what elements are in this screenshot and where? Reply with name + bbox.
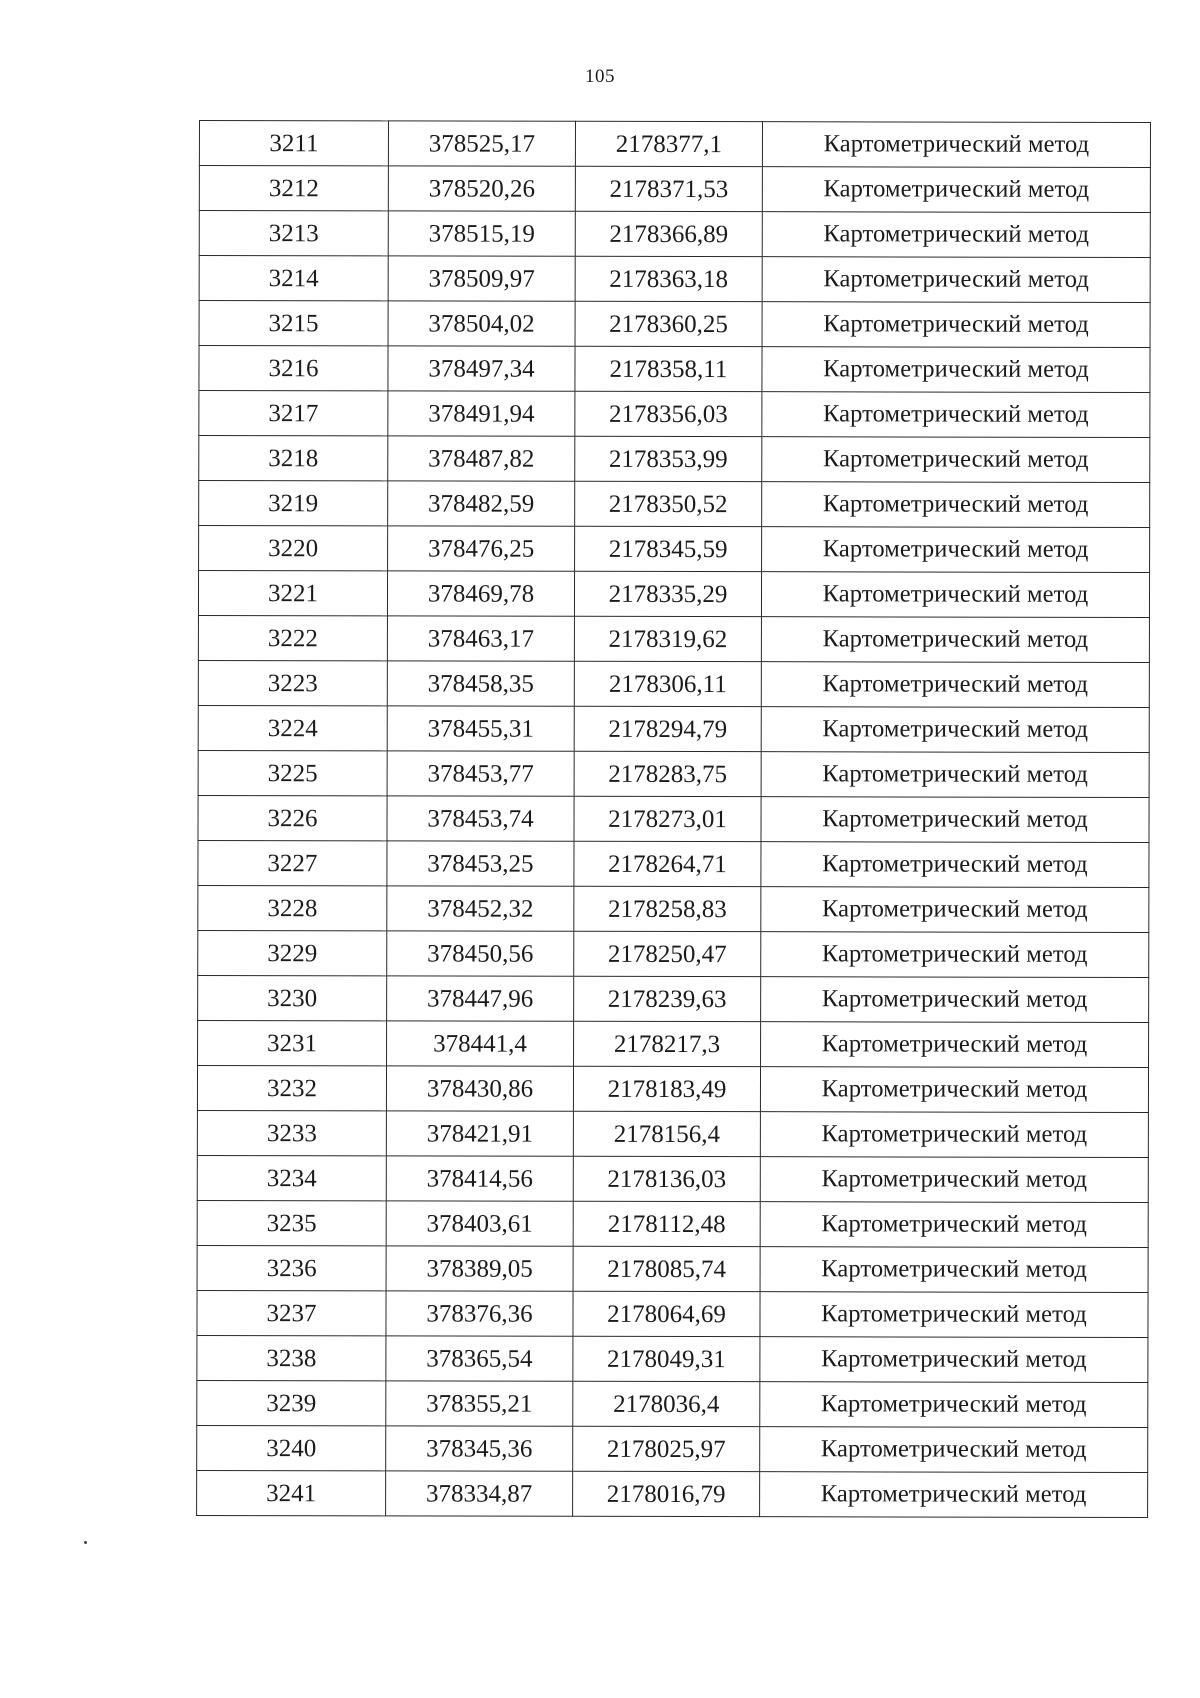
method-cell: Картометрический метод [762, 167, 1150, 213]
y-coordinate-cell: 2178350,52 [575, 481, 762, 526]
y-coordinate-cell: 2178239,63 [574, 976, 761, 1021]
point-number-cell: 3230 [198, 975, 387, 1020]
method-cell: Картометрический метод [760, 1337, 1148, 1383]
x-coordinate-cell: 378482,59 [388, 481, 575, 526]
y-coordinate-cell: 2178306,11 [574, 661, 761, 706]
y-coordinate-cell: 2178250,47 [574, 931, 761, 976]
method-cell: Картометрический метод [760, 1247, 1148, 1293]
table-row [197, 1335, 1148, 1382]
y-coordinate-cell: 2178273,01 [574, 796, 761, 841]
x-coordinate-cell: 378455,31 [387, 706, 574, 751]
table-row [199, 391, 1150, 438]
table-row [199, 211, 1150, 258]
x-coordinate-cell: 378487,82 [388, 436, 575, 481]
x-coordinate-cell: 378334,87 [386, 1471, 573, 1516]
scan-speck [84, 1541, 87, 1544]
method-cell: Картометрический метод [762, 392, 1150, 438]
coordinates-table [196, 120, 1151, 1518]
point-number-cell: 3240 [197, 1425, 386, 1470]
method-cell: Картометрический метод [760, 1067, 1148, 1113]
y-coordinate-cell: 2178358,11 [575, 346, 762, 391]
y-coordinate-cell: 2178217,3 [574, 1021, 761, 1066]
method-cell: Картометрический метод [761, 842, 1149, 888]
table-row [199, 256, 1150, 303]
table-row [199, 346, 1150, 393]
table-row [197, 1245, 1148, 1292]
table-row [198, 930, 1149, 977]
table-row [197, 1470, 1148, 1517]
table-row [197, 1290, 1148, 1337]
y-coordinate-cell: 2178363,18 [575, 256, 762, 301]
y-coordinate-cell: 2178264,71 [574, 841, 761, 886]
x-coordinate-cell: 378452,32 [387, 886, 574, 931]
y-coordinate-cell: 2178356,03 [575, 391, 762, 436]
y-coordinate-cell: 2178016,79 [573, 1471, 760, 1516]
point-number-cell: 3232 [197, 1065, 386, 1110]
point-number-cell: 3228 [198, 885, 387, 930]
point-number-cell: 3225 [198, 750, 387, 795]
y-coordinate-cell: 2178136,03 [573, 1156, 760, 1201]
point-number-cell: 3223 [198, 660, 387, 705]
y-coordinate-cell: 2178377,1 [575, 121, 762, 166]
method-cell: Картометрический метод [761, 932, 1149, 978]
y-coordinate-cell: 2178371,53 [575, 166, 762, 211]
x-coordinate-cell: 378463,17 [387, 616, 574, 661]
point-number-cell: 3239 [197, 1380, 386, 1425]
method-cell: Картометрический метод [761, 977, 1149, 1023]
y-coordinate-cell: 2178283,75 [574, 751, 761, 796]
y-coordinate-cell: 2178335,29 [574, 571, 761, 616]
table-row [198, 1020, 1149, 1067]
table-row [197, 1065, 1148, 1112]
x-coordinate-cell: 378469,78 [387, 571, 574, 616]
y-coordinate-cell: 2178319,62 [574, 616, 761, 661]
x-coordinate-cell: 378403,61 [386, 1201, 573, 1246]
method-cell: Картометрический метод [761, 572, 1149, 618]
x-coordinate-cell: 378345,36 [386, 1426, 573, 1471]
method-cell: Картометрический метод [761, 617, 1149, 663]
x-coordinate-cell: 378430,86 [386, 1066, 573, 1111]
point-number-cell: 3234 [197, 1155, 386, 1200]
table-row [198, 705, 1149, 752]
point-number-cell: 3237 [197, 1290, 386, 1335]
point-number-cell: 3238 [197, 1335, 386, 1380]
y-coordinate-cell: 2178112,48 [573, 1201, 760, 1246]
method-cell: Картометрический метод [762, 257, 1150, 303]
method-cell: Картометрический метод [760, 1202, 1148, 1248]
x-coordinate-cell: 378476,25 [388, 526, 575, 571]
table-row [197, 1380, 1148, 1427]
x-coordinate-cell: 378515,19 [388, 211, 575, 256]
y-coordinate-cell: 2178183,49 [573, 1066, 760, 1111]
point-number-cell: 3214 [199, 256, 388, 301]
table-row [197, 1110, 1148, 1157]
table-row [198, 660, 1149, 707]
table-row [199, 526, 1150, 573]
x-coordinate-cell: 378504,02 [388, 301, 575, 346]
x-coordinate-cell: 378376,36 [386, 1291, 573, 1336]
x-coordinate-cell: 378450,56 [387, 931, 574, 976]
table-row [198, 885, 1149, 932]
point-number-cell: 3229 [198, 930, 387, 975]
x-coordinate-cell: 378525,17 [388, 121, 575, 166]
method-cell: Картометрический метод [762, 482, 1150, 528]
point-number-cell: 3227 [198, 840, 387, 885]
table-row [199, 481, 1150, 528]
y-coordinate-cell: 2178294,79 [574, 706, 761, 751]
method-cell: Картометрический метод [761, 1022, 1149, 1068]
point-number-cell: 3222 [198, 615, 387, 660]
method-cell: Картометрический метод [762, 302, 1150, 348]
point-number-cell: 3226 [198, 795, 387, 840]
y-coordinate-cell: 2178156,4 [573, 1111, 760, 1156]
x-coordinate-cell: 378365,54 [386, 1336, 573, 1381]
method-cell: Картометрический метод [762, 347, 1150, 393]
point-number-cell: 3216 [199, 346, 388, 391]
x-coordinate-cell: 378421,91 [386, 1111, 573, 1156]
point-number-cell: 3231 [198, 1020, 387, 1065]
point-number-cell: 3233 [197, 1110, 386, 1155]
x-coordinate-cell: 378441,4 [387, 1021, 574, 1066]
method-cell: Картометрический метод [761, 752, 1149, 798]
y-coordinate-cell: 2178036,4 [573, 1381, 760, 1426]
point-number-cell: 3219 [199, 481, 388, 526]
method-cell: Картометрический метод [760, 1112, 1148, 1158]
page-number: 105 [585, 66, 615, 87]
point-number-cell: 3213 [199, 211, 388, 256]
table-row [197, 1155, 1148, 1202]
table-row [198, 571, 1149, 618]
x-coordinate-cell: 378509,97 [388, 256, 575, 301]
point-number-cell: 3218 [199, 436, 388, 481]
point-number-cell: 3241 [197, 1470, 386, 1515]
method-cell: Картометрический метод [761, 887, 1149, 933]
method-cell: Картометрический метод [761, 707, 1149, 753]
x-coordinate-cell: 378520,26 [388, 166, 575, 211]
y-coordinate-cell: 2178353,99 [575, 436, 762, 481]
method-cell: Картометрический метод [762, 527, 1150, 573]
point-number-cell: 3217 [199, 391, 388, 436]
x-coordinate-cell: 378447,96 [387, 976, 574, 1021]
point-number-cell: 3215 [199, 301, 388, 346]
point-number-cell: 3236 [197, 1245, 386, 1290]
y-coordinate-cell: 2178064,69 [573, 1291, 760, 1336]
table-row [198, 615, 1149, 662]
x-coordinate-cell: 378453,25 [387, 841, 574, 886]
table-body [197, 121, 1151, 1518]
table-row [198, 795, 1149, 842]
method-cell: Картометрический метод [762, 437, 1150, 483]
method-cell: Картометрический метод [760, 1382, 1148, 1428]
table-row [197, 1425, 1148, 1472]
table-row [198, 750, 1149, 797]
y-coordinate-cell: 2178025,97 [573, 1426, 760, 1471]
y-coordinate-cell: 2178258,83 [574, 886, 761, 931]
y-coordinate-cell: 2178366,89 [575, 211, 762, 256]
method-cell: Картометрический метод [760, 1427, 1148, 1473]
x-coordinate-cell: 378355,21 [386, 1381, 573, 1426]
method-cell: Картометрический метод [760, 1292, 1148, 1338]
y-coordinate-cell: 2178049,31 [573, 1336, 760, 1381]
x-coordinate-cell: 378497,34 [388, 346, 575, 391]
point-number-cell: 3212 [199, 166, 388, 211]
x-coordinate-cell: 378414,56 [386, 1156, 573, 1201]
y-coordinate-cell: 2178345,59 [575, 526, 762, 571]
method-cell: Картометрический метод [761, 797, 1149, 843]
table-row [197, 1200, 1148, 1247]
method-cell: Картометрический метод [761, 662, 1149, 708]
point-number-cell: 3224 [198, 705, 387, 750]
x-coordinate-cell: 378453,74 [387, 796, 574, 841]
x-coordinate-cell: 378389,05 [386, 1246, 573, 1291]
table-row [199, 301, 1150, 348]
method-cell: Картометрический метод [762, 212, 1150, 258]
y-coordinate-cell: 2178360,25 [575, 301, 762, 346]
x-coordinate-cell: 378453,77 [387, 751, 574, 796]
x-coordinate-cell: 378458,35 [387, 661, 574, 706]
table-row [199, 121, 1150, 168]
table-row [199, 166, 1150, 213]
method-cell: Картометрический метод [760, 1157, 1148, 1203]
method-cell: Картометрический метод [762, 122, 1150, 168]
table-row [198, 975, 1149, 1022]
point-number-cell: 3211 [199, 121, 388, 166]
point-number-cell: 3221 [198, 571, 387, 616]
table-row [198, 840, 1149, 887]
y-coordinate-cell: 2178085,74 [573, 1246, 760, 1291]
x-coordinate-cell: 378491,94 [388, 391, 575, 436]
method-cell: Картометрический метод [760, 1472, 1148, 1518]
point-number-cell: 3220 [199, 526, 388, 571]
point-number-cell: 3235 [197, 1200, 386, 1245]
table-row [199, 436, 1150, 483]
